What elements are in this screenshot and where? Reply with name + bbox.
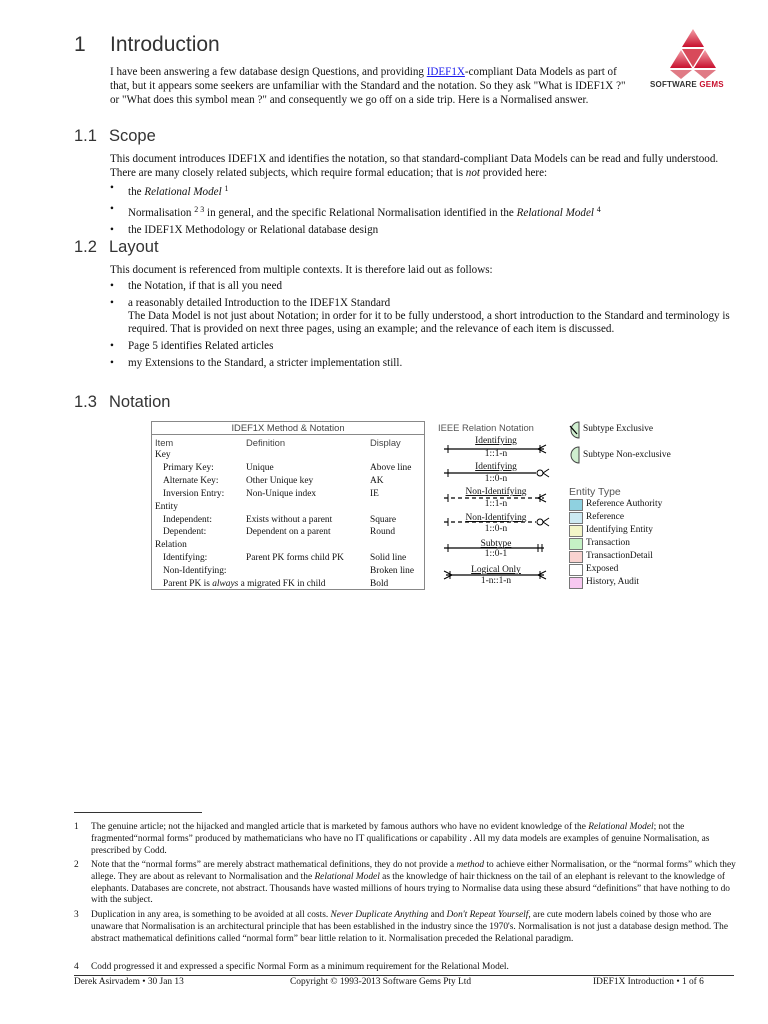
footnote-ref: 1 [224, 184, 229, 193]
table-cell: Relation [155, 540, 187, 551]
scope-paragraph [110, 152, 732, 180]
scope-text-emphasis: not [465, 167, 480, 179]
footnote-number: 4 [74, 962, 79, 972]
entity-swatch-reference-authority [569, 499, 583, 511]
entity-label: Reference [586, 512, 624, 522]
list-item [110, 203, 732, 220]
table-cell: AK [370, 475, 384, 486]
footnote-text: Codd progressed it and expressed a specific Normal Form as a minimum requirement for the Relational Model. [91, 962, 509, 972]
footnote-emphasis: Never Duplicate Anything [330, 910, 429, 920]
table-cell: Exists without a parent [246, 514, 333, 525]
relation-name: Logical Only [471, 565, 521, 575]
table-cell: Non-Unique index [246, 488, 317, 499]
table-cell: Primary Key: [163, 462, 214, 473]
relation-cardinality: 1::0-n [484, 524, 508, 534]
table-cell: Independent: [163, 514, 212, 525]
table-cell: Other Unique key [246, 475, 314, 486]
relation-name: Identifying [475, 462, 517, 472]
table-cell: Identifying: [163, 553, 208, 564]
table-cell: Above line [370, 462, 412, 473]
section-title: Introduction [110, 33, 220, 56]
layout-bullet-list [110, 280, 732, 374]
table-row [152, 552, 424, 565]
footnote-number: 3 [74, 910, 79, 920]
footer-separator [74, 975, 734, 976]
relation-name: Identifying [475, 436, 517, 446]
relation-name: Non-Identifying [465, 513, 527, 523]
footnote-emphasis: method [456, 860, 485, 870]
footnote-ref: 4 [596, 205, 601, 214]
table-cell: Round [370, 527, 396, 538]
footnote-text-part: and [428, 910, 447, 920]
relation-cardinality: 1::0-1 [484, 549, 508, 559]
section-title: Layout [109, 238, 159, 256]
intro-text-1: I have been answering a few database design Questions, and providing [110, 66, 427, 78]
scope-bullet-list [110, 182, 732, 241]
relation-cardinality: 1::1-n [484, 499, 508, 509]
idef1x-notation-table [151, 421, 425, 590]
footnote [74, 822, 738, 857]
table-cell: Broken line [370, 566, 415, 577]
table-cell: Dependent on a parent [246, 527, 331, 538]
table-row [152, 488, 424, 501]
list-item-emphasis: Relational Model [516, 207, 594, 219]
list-item-text: a reasonably detailed Introduction to the IDEF1X Standard [128, 297, 391, 309]
list-item: • my Extensions to the Standard, a stricter implementation still. [110, 357, 732, 370]
relation-cardinality: 1-n::1-n [480, 576, 512, 586]
footnote-text-part: Duplication in any area, is something to be avoided at all costs. [91, 910, 331, 920]
ieee-notation-title: IEEE Relation Notation [438, 422, 534, 433]
relation-cardinality: 1::0-n [484, 474, 508, 484]
table-row [152, 539, 424, 552]
footnote [74, 962, 738, 974]
table-cell: Solid line [370, 553, 407, 564]
list-item [110, 182, 732, 199]
list-item [110, 297, 732, 336]
layout-paragraph: This document is referenced from multiple contexts. It is therefore laid out as follows: [110, 264, 493, 276]
section-number: 1.1 [74, 127, 97, 145]
footnote-text-part: Note that the “normal forms” are merely abstract mathematical definitions, they do not provide a [91, 860, 457, 870]
entity-label: TransactionDetail [586, 551, 653, 561]
section-number: 1 [74, 33, 86, 56]
subtype-exclusive-label: Subtype Exclusive [583, 424, 654, 434]
list-item: • the IDEF1X Methodology or Relational database design [110, 224, 732, 237]
footnote-text-part: to achieve either Normalisation, or the “normal forms” which they allege. They are about as relevant to Normalisation and the [91, 860, 736, 882]
table-cell: Bold [370, 579, 389, 589]
table-row [152, 526, 424, 539]
section-title: Notation [109, 393, 171, 411]
table-cell: IE [370, 488, 379, 499]
entity-label: Identifying Entity [586, 525, 653, 535]
table-row [152, 475, 424, 488]
table-cell [163, 578, 326, 591]
footnote-text-part: as the knowledge of hair thickness on the tail of an elephant is relevant to the knowledge of elephants. Databases are concrete, not abstract. Thousands have wasted millions of hours trying to Normalise data using these absurd “definitions” that have nothing to do with the subject. [91, 871, 730, 906]
column-header-display: Display [370, 437, 401, 448]
logo-brand-software: SOFTWARE [650, 80, 697, 89]
entity-swatch-transaction-detail [569, 551, 583, 563]
table-row [152, 501, 424, 514]
footnote-text [91, 910, 738, 945]
table-cell: Entity [155, 501, 178, 512]
entity-swatch-transaction [569, 538, 583, 550]
relation-name: Non-Identifying [465, 487, 527, 497]
footer-page-number: IDEF1X Introduction • 1 of 6 [593, 977, 704, 987]
section-number: 1.2 [74, 238, 97, 256]
list-item-text: Normalisation [128, 207, 195, 219]
list-item: • Page 5 identifies Related articles [110, 340, 732, 353]
list-item: • the Notation, if that is all you need [110, 280, 732, 293]
footnote-emphasis: Relational Model [588, 822, 654, 832]
subtype-nonexclusive-label: Subtype Non-exclusive [583, 450, 671, 460]
footnote-text-part: The genuine article; not the hijacked and mangled article that is marketed by famous authors who have no evident knowledge of the [91, 822, 589, 832]
footnote-text [91, 822, 738, 857]
footnote-number: 2 [74, 860, 79, 870]
column-header-definition: Definition [246, 437, 286, 448]
table-row [152, 449, 424, 462]
entity-label: Exposed [586, 564, 619, 574]
table-row [152, 514, 424, 527]
entity-label: Transaction [586, 538, 630, 548]
table-cell-emphasis: always [212, 579, 239, 589]
table-row [152, 462, 424, 475]
section-heading-layout [74, 238, 159, 257]
table-title: IDEF1X Method & Notation [152, 422, 424, 435]
section-heading-introduction [74, 33, 220, 57]
section-number: 1.3 [74, 393, 97, 411]
relation-cardinality: 1::1-n [484, 449, 508, 459]
relation-name: Subtype [480, 539, 512, 549]
list-item-emphasis: Relational Model [144, 186, 222, 198]
footnote-emphasis: Don't Repeat Yourself [446, 910, 529, 920]
table-row [152, 565, 424, 578]
subtype-nonexclusive-icon [567, 446, 581, 464]
footnote-number: 1 [74, 822, 79, 832]
footnote [74, 860, 738, 907]
footnote-emphasis: Relational Model [314, 871, 380, 882]
footnote [74, 910, 738, 945]
footer-copyright: Copyright © 1993-2013 Software Gems Pty Ltd [290, 977, 472, 987]
table-cell: Non-Identifying: [163, 566, 227, 577]
table-cell: Square [370, 514, 397, 525]
idef1x-link[interactable]: IDEF1X [426, 66, 465, 78]
table-cell: Alternate Key: [163, 475, 219, 486]
table-cell: Key [155, 450, 171, 460]
table-cell: Inversion Entry: [163, 488, 225, 499]
list-item-text: in general, and the specific Relational Normalisation identified in the [204, 207, 517, 219]
list-item-text: the [128, 186, 145, 198]
footnote-separator [74, 812, 202, 813]
entity-swatch-reference [569, 512, 583, 524]
scope-text-2: provided here: [479, 167, 548, 179]
entity-swatch-identifying [569, 525, 583, 537]
column-header-item: Item [155, 437, 174, 448]
intro-paragraph [110, 65, 634, 107]
table-cell: Dependent: [163, 527, 207, 538]
section-title: Scope [109, 127, 156, 145]
entity-swatch-exposed [569, 564, 583, 576]
table-cell-text: a migrated FK in child [238, 579, 326, 589]
table-cell-text: Parent PK is [163, 579, 213, 589]
logo-brand-text [650, 80, 724, 89]
footer-author-date: Derek Asirvadem • 30 Jan 13 [74, 977, 184, 987]
entity-label: History, Audit [586, 577, 640, 587]
entity-label: Reference Authority [586, 499, 663, 509]
scope-text-1: This document introduces IDEF1X and identifies the notation, so that standard-compliant Data Models can be read and fully understood. There are many closely related subjects, which require formal education; that is [110, 153, 719, 179]
table-cell: Parent PK forms child PK [246, 553, 344, 564]
table-cell: Unique [246, 462, 274, 473]
footnote-ref: 2 3 [194, 205, 205, 214]
list-item-detail: The Data Model is not just about Notation; in order for it to be fully understood, a short introduction to the Standard and terminology is required. That is provided on next three pages, using an example; and the relevance of each item is discussed. [128, 310, 730, 335]
section-heading-notation [74, 393, 170, 412]
footnote-text [91, 860, 738, 907]
entity-type-title: Entity Type [569, 486, 621, 498]
footnote-text-part: , are cute modern labels coined by those who are unaware that Normalisation is an architectural principle that has been established in the industry since the 1970's. Normalisation is not just a database design method. The abstract mathematical definitions called “normal form” bear little relation to it. Normalisation preceded the Relational paradigm. [91, 910, 729, 944]
footnote-text-part: ; not the fragmented“normal forms” produced by mathematicians who have no IT qualifications or capability . All my data models are examples of genuine Normalisation, as prescribed by Codd. [91, 822, 710, 856]
table-row [152, 578, 424, 591]
logo-brand-gems: GEMS [699, 80, 724, 89]
section-heading-scope [74, 127, 156, 146]
subtype-exclusive-icon [567, 421, 581, 439]
intro-text-2: -compliant Data Models as part of that, but it appears some seekers are unfamiliar with the Standard and the notation. So they ask "What is IDEF1X ?" or "What does this symbol mean ?" and consequently we go off on a side trip. Here is a Normalised answer. [110, 66, 626, 106]
entity-swatch-history-audit [569, 577, 583, 589]
